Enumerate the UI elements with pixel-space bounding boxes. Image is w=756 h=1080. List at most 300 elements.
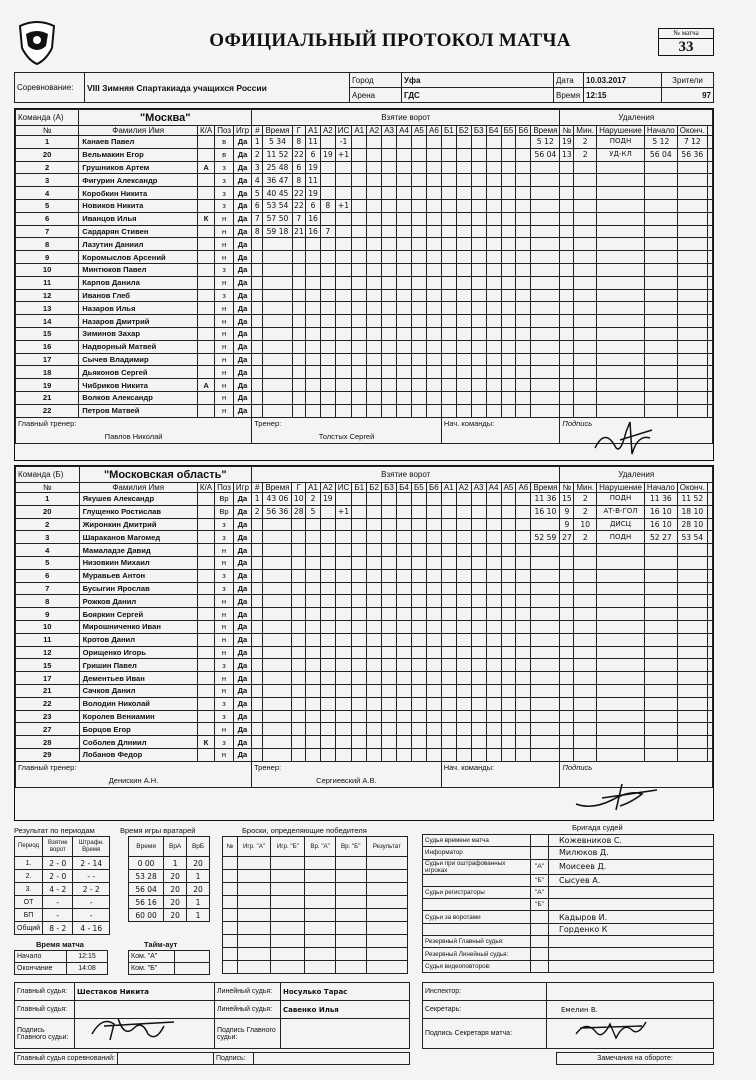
onice-cell — [456, 340, 471, 353]
onice-cell — [441, 582, 456, 595]
onice-cell — [426, 391, 441, 404]
referees-table — [422, 834, 714, 973]
player-number: 2 — [16, 518, 80, 531]
gk-time: 56 04 — [129, 883, 164, 896]
empty-cell — [597, 659, 645, 672]
player-name: Бояркин Сергей — [79, 608, 197, 621]
col-pen-end: Оконч. — [677, 126, 707, 136]
onice-cell — [367, 748, 382, 761]
player-number: 9 — [16, 608, 80, 621]
arena-value: ГДС — [402, 88, 554, 103]
player-number: 9 — [16, 251, 79, 264]
penalty-player: 15 — [560, 493, 574, 506]
player-ka — [197, 748, 214, 761]
goal-situation: -1 — [335, 136, 352, 149]
player-name: Петров Матвей — [79, 404, 198, 417]
spacer-cell — [707, 391, 712, 404]
onice-cell — [367, 187, 382, 200]
onice-cell — [411, 684, 426, 697]
shootout-cell — [366, 857, 407, 870]
onice-cell — [412, 404, 427, 417]
remarks-label: Замечания на обороте: — [557, 1053, 714, 1065]
referee-role: Судьи за воротами — [423, 911, 531, 923]
onice-cell — [396, 493, 411, 506]
empty-cell — [560, 748, 574, 761]
onice-cell — [456, 723, 471, 736]
col-onice-10: А4 — [486, 483, 501, 493]
spacer-cell — [707, 161, 712, 174]
penalty-minutes: 2 — [574, 505, 597, 518]
referee-name: Горденко К — [549, 923, 714, 935]
player-position: н — [215, 620, 234, 633]
onice-cell — [516, 238, 531, 251]
empty-cell — [292, 531, 306, 544]
onice-cell — [456, 353, 471, 366]
coach-label-row — [16, 761, 713, 774]
goal-number: 2 — [252, 505, 263, 518]
player-played: Да — [234, 187, 252, 200]
player-ka — [197, 723, 214, 736]
goal-situation — [335, 187, 352, 200]
empty-cell — [320, 251, 335, 264]
shootout-cell — [366, 935, 407, 948]
period-goals: 2 - 0 — [43, 870, 73, 883]
player-played: Да — [234, 225, 252, 238]
empty-cell — [531, 404, 560, 417]
onice-cell — [501, 161, 516, 174]
col-pen-end: Оконч. — [677, 483, 707, 493]
player-row — [16, 608, 713, 621]
empty-cell — [531, 556, 560, 569]
onice-cell — [486, 646, 501, 659]
period-row — [15, 883, 110, 896]
empty-cell — [531, 187, 560, 200]
empty-cell — [560, 544, 574, 557]
empty-cell — [644, 199, 677, 212]
empty-cell — [252, 379, 263, 392]
empty-cell — [320, 263, 335, 276]
empty-cell — [292, 353, 306, 366]
player-row — [16, 289, 713, 302]
player-played: Да — [234, 340, 252, 353]
onice-cell — [471, 302, 486, 315]
date-label: Дата — [554, 73, 584, 88]
onice-cell — [382, 136, 397, 149]
penalty-time-sec: 36 — [546, 494, 557, 504]
empty-cell — [306, 404, 321, 417]
onice-cell — [382, 595, 397, 608]
penalty-end-min: 7 — [683, 137, 689, 147]
empty-cell — [320, 646, 335, 659]
player-played: Да — [234, 174, 252, 187]
shootout-cell — [335, 896, 366, 909]
spacer-cell — [707, 174, 712, 187]
shootout-row — [223, 922, 408, 935]
team-label: Команда (А) — [16, 110, 79, 126]
player-ka — [198, 327, 215, 340]
empty-cell — [320, 276, 335, 289]
shootout-cell — [335, 961, 366, 974]
col-onice-5: А5 — [412, 126, 427, 136]
empty-cell — [574, 748, 597, 761]
goal-situation — [335, 212, 352, 225]
penalty-minutes: 2 — [574, 531, 597, 544]
gk-row — [129, 909, 210, 922]
player-name: Гришин Павел — [79, 659, 197, 672]
onice-cell — [441, 608, 456, 621]
player-played: Да — [233, 659, 251, 672]
onice-cell — [411, 710, 426, 723]
onice-cell — [382, 493, 397, 506]
onice-cell — [486, 366, 501, 379]
player-played: Да — [233, 556, 251, 569]
shootout-cell — [237, 870, 271, 883]
player-row — [16, 353, 713, 366]
shootout-cell — [237, 896, 271, 909]
head-coach-label: Главный тренер: — [16, 417, 252, 430]
onice-cell — [441, 697, 456, 710]
player-position: н — [215, 238, 234, 251]
empty-cell — [263, 595, 292, 608]
player-row — [16, 518, 713, 531]
empty-cell — [574, 608, 597, 621]
shootout-cell — [271, 961, 305, 974]
empty-cell — [644, 659, 677, 672]
empty-cell — [292, 302, 306, 315]
player-name: Орищенко Игорь — [79, 646, 197, 659]
empty-cell — [306, 544, 321, 557]
penalty-player: 27 — [560, 531, 574, 544]
onice-cell — [397, 353, 412, 366]
onice-cell — [486, 391, 501, 404]
onice-cell — [486, 263, 501, 276]
empty-cell — [306, 595, 321, 608]
empty-cell — [263, 672, 292, 685]
onice-cell — [411, 748, 426, 761]
empty-cell — [560, 327, 574, 340]
onice-cell — [352, 251, 367, 264]
referees-section — [422, 823, 714, 976]
player-position: з — [215, 582, 234, 595]
player-number: 4 — [16, 187, 79, 200]
empty-cell — [597, 569, 645, 582]
onice-cell — [516, 672, 531, 685]
empty-cell — [560, 697, 574, 710]
empty-cell — [335, 684, 352, 697]
onice-cell — [426, 187, 441, 200]
col-pen-min: Мин. — [574, 126, 597, 136]
onice-cell — [382, 748, 397, 761]
goal-number: 2 — [252, 148, 263, 161]
penalty-infraction: ПОДН — [597, 531, 645, 544]
onice-cell — [456, 697, 471, 710]
penalty-end — [677, 136, 707, 149]
goal-time — [263, 493, 292, 506]
player-number: 20 — [16, 148, 79, 161]
onice-cell — [426, 315, 441, 328]
onice-cell — [412, 238, 427, 251]
empty-cell — [263, 748, 292, 761]
empty-cell — [597, 251, 645, 264]
empty-cell — [597, 633, 645, 646]
empty-cell — [574, 620, 597, 633]
penalty-start — [644, 493, 677, 506]
onice-cell — [456, 302, 471, 315]
onice-cell — [501, 582, 516, 595]
player-number: 5 — [16, 199, 79, 212]
empty-cell — [574, 276, 597, 289]
empty-cell — [531, 710, 560, 723]
onice-cell — [396, 620, 411, 633]
penalty-minutes: 2 — [574, 136, 597, 149]
onice-cell — [516, 582, 531, 595]
goal-number: 4 — [252, 174, 263, 187]
empty-cell — [560, 620, 574, 633]
player-played: Да — [234, 263, 252, 276]
onice-cell — [441, 633, 456, 646]
onice-cell — [516, 136, 531, 149]
empty-cell — [597, 723, 645, 736]
onice-cell — [352, 302, 367, 315]
empty-cell — [263, 736, 292, 749]
goal-number: 6 — [252, 199, 263, 212]
empty-cell — [306, 340, 321, 353]
onice-cell — [411, 646, 426, 659]
player-number: 11 — [16, 633, 80, 646]
empty-cell — [320, 518, 335, 531]
empty-cell — [252, 646, 263, 659]
empty-cell — [306, 263, 321, 276]
onice-cell — [382, 379, 397, 392]
period-row — [15, 870, 110, 883]
onice-cell — [501, 212, 516, 225]
onice-cell — [441, 748, 456, 761]
empty-cell — [263, 684, 292, 697]
empty-cell — [644, 748, 677, 761]
shootout-cell — [237, 857, 271, 870]
col-goal-a1: А1 — [306, 483, 321, 493]
onice-cell — [397, 136, 412, 149]
goal-time-min: 36 — [266, 175, 277, 185]
onice-cell — [396, 672, 411, 685]
empty-cell — [306, 353, 321, 366]
empty-cell — [320, 366, 335, 379]
empty-cell — [677, 404, 707, 417]
onice-cell — [441, 505, 456, 518]
team-b-table — [15, 466, 713, 788]
empty-cell — [306, 379, 321, 392]
empty-cell — [335, 518, 352, 531]
onice-cell — [486, 531, 501, 544]
team-a-section — [14, 108, 714, 461]
goal-time-min: 56 — [266, 507, 277, 517]
player-number: 7 — [16, 582, 80, 595]
onice-cell — [367, 723, 382, 736]
player-name: Новиков Никита — [79, 199, 198, 212]
goal-time-sec: 48 — [278, 162, 289, 172]
col-onice-11: Б5 — [501, 126, 516, 136]
empty-cell — [335, 289, 352, 302]
empty-cell — [677, 366, 707, 379]
onice-cell — [426, 505, 441, 518]
spacer-cell — [707, 684, 712, 697]
empty-cell — [292, 289, 306, 302]
penalty-time-min: 5 — [536, 137, 542, 147]
onice-cell — [501, 544, 516, 557]
onice-cell — [456, 633, 471, 646]
empty-cell — [560, 251, 574, 264]
penalty-time — [531, 493, 560, 506]
player-name: Минтюков Павел — [79, 263, 198, 276]
onice-cell — [426, 276, 441, 289]
onice-cell — [501, 174, 516, 187]
spacer-cell — [707, 302, 712, 315]
empty-cell — [306, 302, 321, 315]
goal-time-min: 11 — [266, 150, 277, 160]
player-row — [16, 263, 713, 276]
empty-cell — [292, 276, 306, 289]
gk-b: 20 — [187, 883, 210, 896]
empty-cell — [263, 518, 292, 531]
empty-cell — [252, 404, 263, 417]
onice-cell — [411, 544, 426, 557]
spacer-cell — [707, 633, 712, 646]
goal-assist-2: 8 — [320, 199, 335, 212]
player-ka — [197, 505, 214, 518]
shootout-cell — [366, 883, 407, 896]
onice-cell — [501, 556, 516, 569]
empty-cell — [644, 569, 677, 582]
empty-cell — [531, 327, 560, 340]
onice-cell — [352, 212, 367, 225]
empty-cell — [560, 633, 574, 646]
empty-cell — [597, 391, 645, 404]
empty-cell — [597, 379, 645, 392]
onice-cell — [486, 238, 501, 251]
player-ka — [198, 276, 215, 289]
player-row — [16, 736, 713, 749]
onice-cell — [441, 174, 456, 187]
spacer-cell — [707, 251, 712, 264]
player-row — [16, 493, 713, 506]
column-header-row — [16, 483, 713, 493]
empty-cell — [677, 289, 707, 302]
onice-cell — [382, 238, 397, 251]
empty-cell — [335, 353, 352, 366]
player-played: Да — [233, 544, 251, 557]
empty-cell — [306, 684, 321, 697]
onice-cell — [471, 697, 486, 710]
onice-cell — [382, 505, 397, 518]
empty-cell — [335, 633, 352, 646]
shootout-row — [223, 948, 408, 961]
col-pen-no: № — [560, 483, 574, 493]
empty-cell — [335, 620, 352, 633]
empty-cell — [574, 327, 597, 340]
empty-cell — [252, 582, 263, 595]
onice-cell — [456, 684, 471, 697]
sign-secretary-label: Подпись Секретаря матча: — [423, 1019, 547, 1049]
empty-cell — [531, 225, 560, 238]
penalty-start-min: 5 — [652, 137, 658, 147]
team-b-section — [14, 465, 714, 821]
empty-cell — [644, 697, 677, 710]
onice-cell — [411, 531, 426, 544]
empty-cell — [597, 225, 645, 238]
onice-cell — [486, 174, 501, 187]
player-played: Да — [234, 379, 252, 392]
player-row — [16, 646, 713, 659]
col-pos: Поз — [215, 483, 234, 493]
empty-cell — [560, 391, 574, 404]
spacer-cell — [707, 289, 712, 302]
onice-cell — [441, 404, 456, 417]
empty-cell — [574, 633, 597, 646]
empty-cell — [306, 556, 321, 569]
sign-main2-label: Подпись Главного судьи: — [215, 1019, 281, 1049]
col-pen-no: № — [560, 126, 574, 136]
onice-cell — [516, 225, 531, 238]
player-number: 1 — [16, 493, 80, 506]
onice-cell — [516, 327, 531, 340]
empty-cell — [292, 748, 306, 761]
onice-cell — [471, 620, 486, 633]
empty-cell — [644, 327, 677, 340]
onice-cell — [426, 353, 441, 366]
player-ka — [197, 531, 214, 544]
spacer-cell — [707, 212, 712, 225]
penalty-infraction: УД-КЛ — [597, 148, 645, 161]
period-goals: 2 - 0 — [43, 857, 73, 870]
player-number: 8 — [16, 238, 79, 251]
empty-cell — [644, 212, 677, 225]
player-played: Да — [234, 404, 252, 417]
arena-label: Арена — [350, 88, 402, 103]
penalty-infraction: ПОДН — [597, 493, 645, 506]
onice-cell — [367, 633, 382, 646]
onice-cell — [426, 672, 441, 685]
player-row — [16, 659, 713, 672]
spacer-cell — [707, 544, 712, 557]
onice-cell — [397, 148, 412, 161]
main-ref-label: Главный судья: — [15, 983, 75, 1001]
empty-cell — [560, 595, 574, 608]
onice-cell — [456, 289, 471, 302]
player-ka — [198, 263, 215, 276]
penalty-time — [531, 505, 560, 518]
goal-time-sec: 36 — [278, 507, 289, 517]
shootout-cell — [305, 883, 336, 896]
goal-scorer: 28 — [293, 507, 304, 517]
penalty-start-sec: 10 — [662, 507, 672, 517]
empty-cell — [263, 340, 292, 353]
shootout-cell — [335, 870, 366, 883]
empty-cell — [306, 736, 321, 749]
player-number: 19 — [16, 379, 79, 392]
player-number: 7 — [16, 225, 79, 238]
player-played: Да — [233, 595, 251, 608]
empty-cell — [335, 276, 352, 289]
onice-cell — [486, 595, 501, 608]
onice-cell — [352, 263, 367, 276]
onice-cell — [486, 225, 501, 238]
player-ka — [197, 582, 214, 595]
onice-cell — [412, 225, 427, 238]
player-name: Мирошниченко Иван — [79, 620, 197, 633]
onice-cell — [382, 659, 397, 672]
shootout-cell — [223, 857, 238, 870]
shootout-table — [222, 836, 408, 974]
